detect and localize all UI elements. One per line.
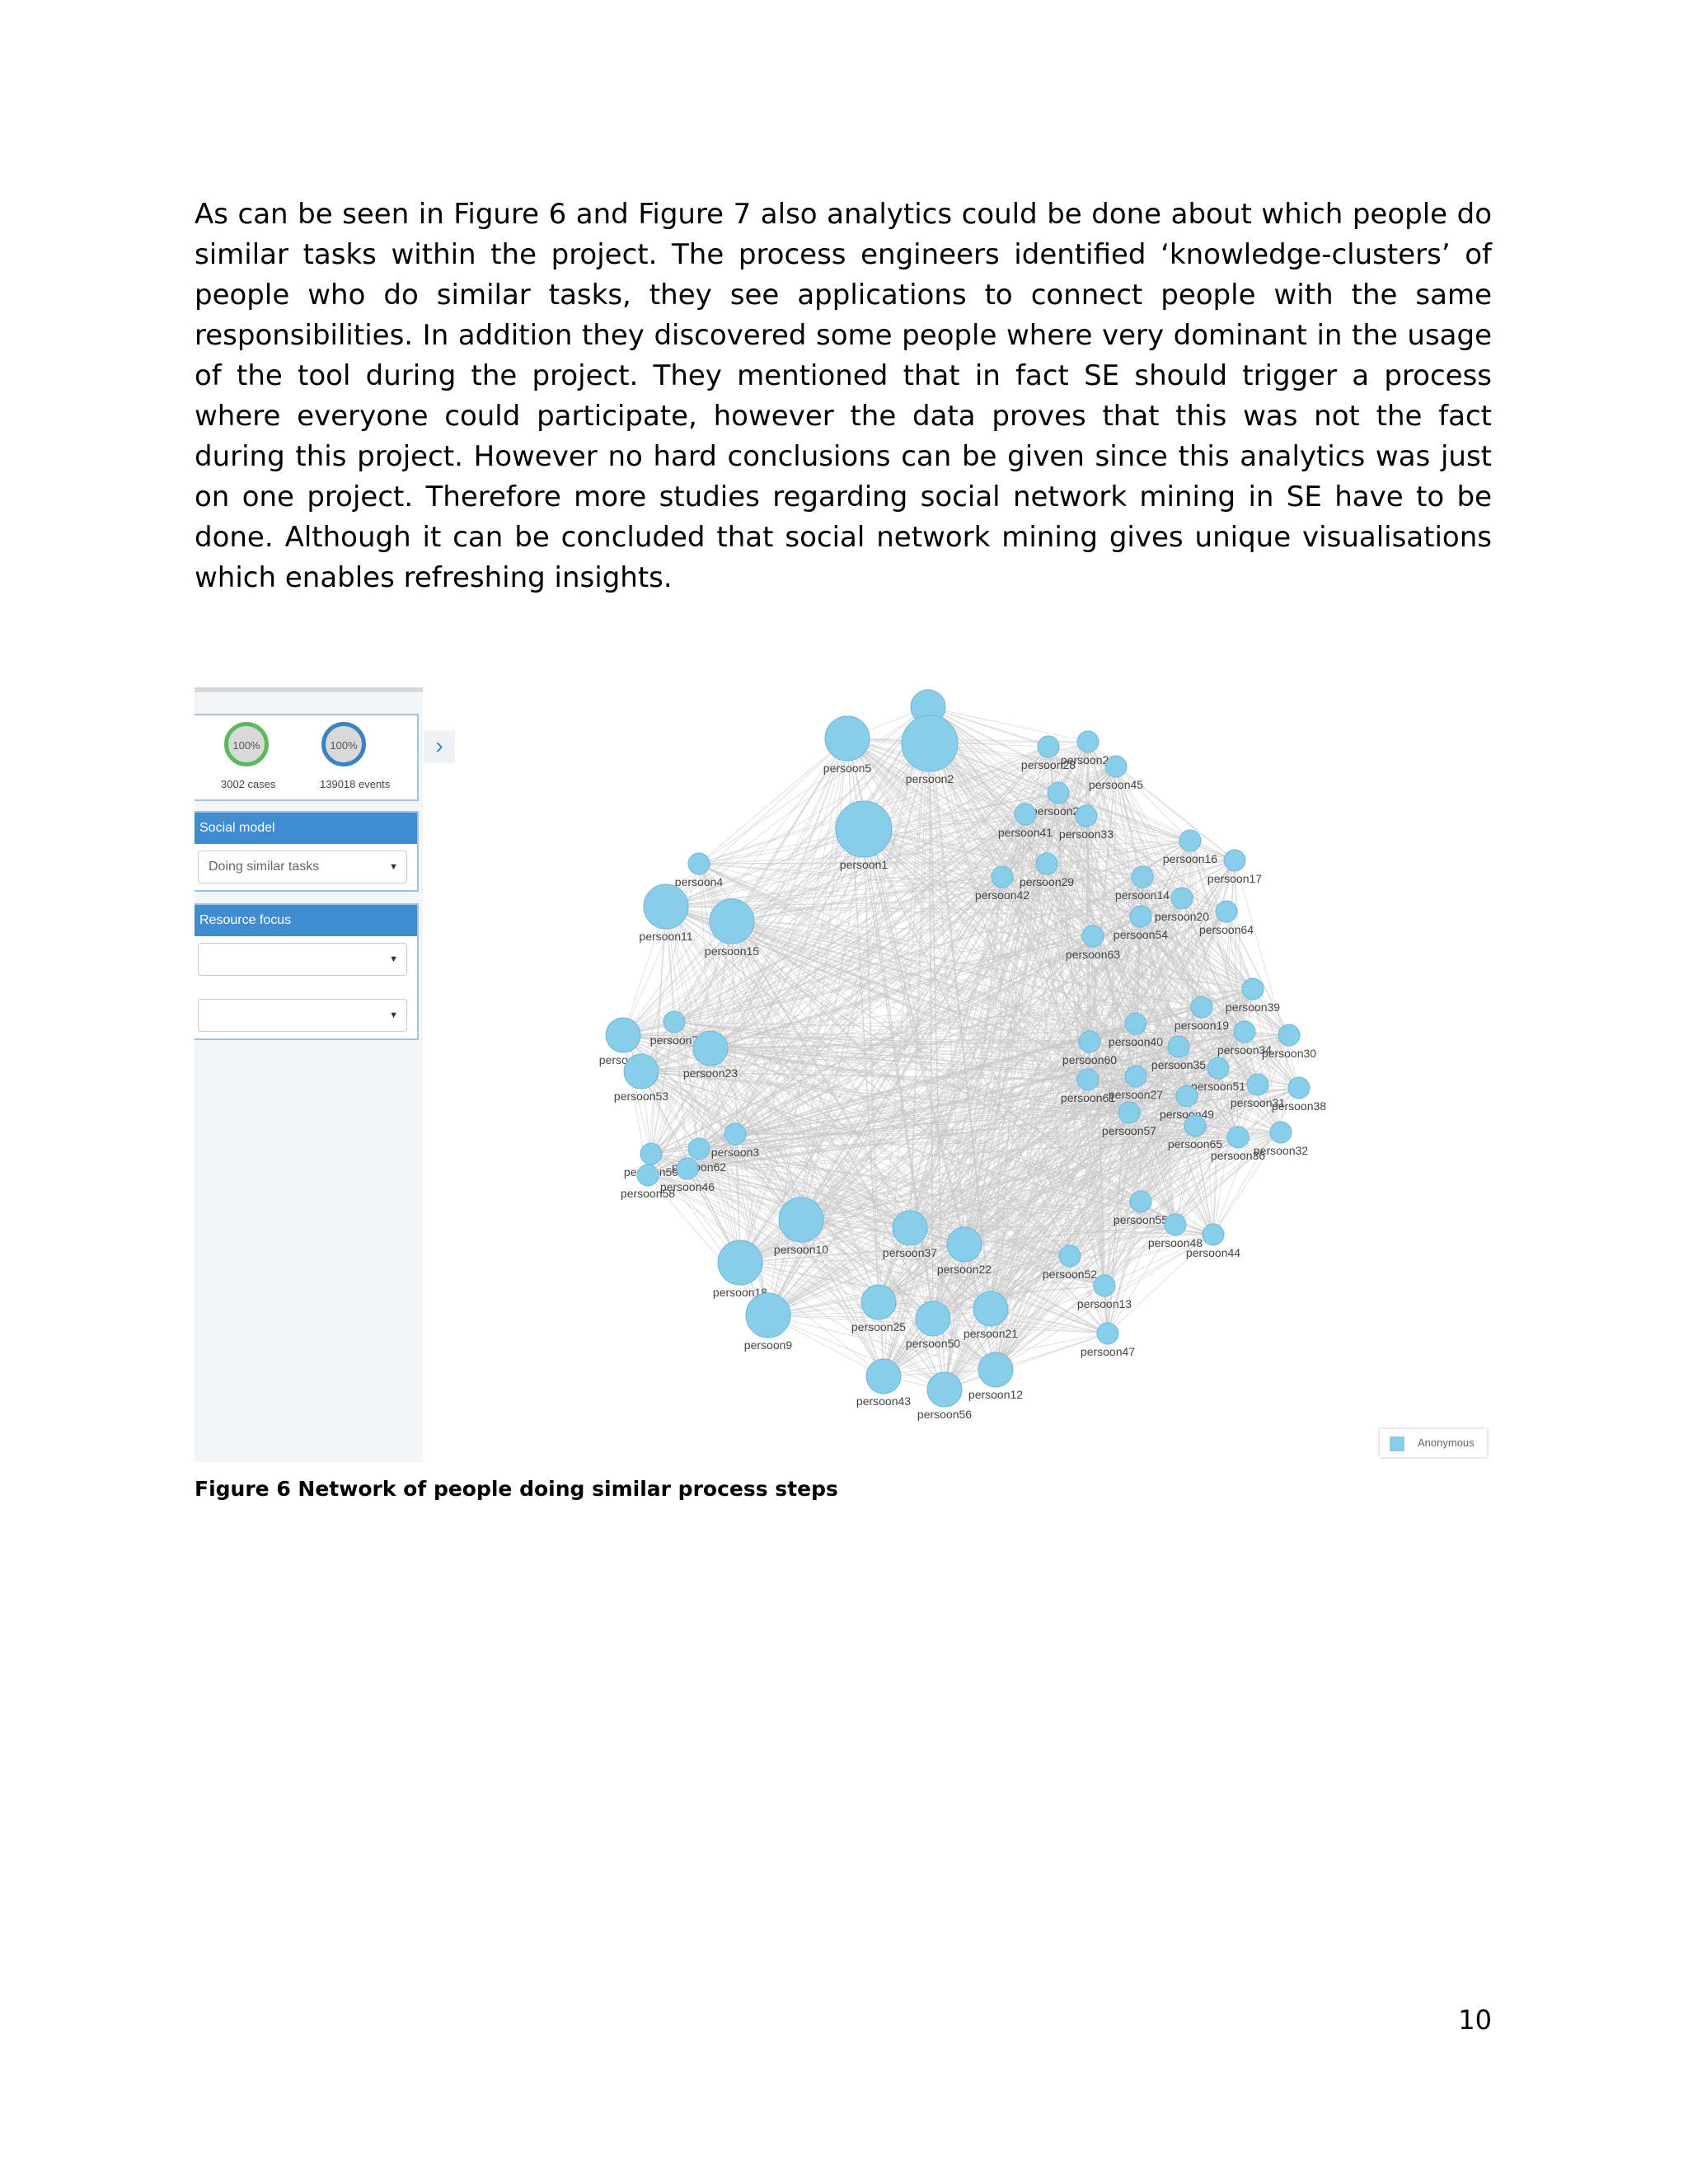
graph-node-label: persoon13 — [1076, 1297, 1132, 1310]
graph-node-persoon53[interactable] — [624, 1054, 659, 1089]
graph-node-label: persoon20 — [1154, 910, 1210, 923]
graph-node-persoon21[interactable] — [973, 1291, 1008, 1326]
graph-node-persoon28[interactable] — [1038, 736, 1059, 757]
graph-node-label: persoon45 — [1088, 778, 1144, 791]
graph-node-persoon29[interactable] — [1036, 853, 1057, 874]
graph-node-persoon64[interactable] — [1216, 901, 1237, 922]
caret-down-icon: ▼ — [389, 1010, 398, 1020]
graph-node-persoon43[interactable] — [866, 1359, 901, 1394]
graph-node-label: persoon46 — [659, 1180, 715, 1193]
graph-node-label: persoon42 — [974, 888, 1030, 902]
graph-node-label: persoon62 — [671, 1160, 727, 1174]
graph-node-label: persoon38 — [1271, 1099, 1327, 1113]
graph-node-label: persoon58 — [620, 1187, 676, 1200]
graph-node-label: persoon34 — [1217, 1043, 1273, 1057]
graph-node-persoon35[interactable] — [1168, 1036, 1189, 1057]
graph-node-persoon15[interactable] — [710, 899, 754, 944]
legend-swatch — [1390, 1436, 1404, 1451]
graph-node-persoon65[interactable] — [1184, 1115, 1206, 1137]
graph-node-persoon9[interactable] — [746, 1293, 790, 1338]
graph-node-persoon26[interactable] — [1077, 731, 1099, 752]
graph-node-label: persoon11 — [639, 930, 693, 943]
graph-node-persoon62[interactable] — [688, 1138, 710, 1160]
graph-node-persoon12[interactable] — [978, 1352, 1013, 1387]
graph-node-label: persoon7 — [649, 1033, 699, 1047]
graph-node-persoon18[interactable] — [718, 1240, 762, 1285]
graph-node-persoon45[interactable] — [1105, 756, 1127, 777]
graph-node-persoon38[interactable] — [1288, 1077, 1310, 1099]
graph-node-persoon40[interactable] — [1125, 1013, 1146, 1034]
graph-node-label: persoon2 — [905, 772, 954, 785]
graph-node-persoon49[interactable] — [1176, 1085, 1198, 1107]
graph-node-label: persoon41 — [997, 826, 1053, 839]
graph-node-label: persoon54 — [1113, 928, 1169, 941]
graph-node-label: persoon64 — [1198, 923, 1254, 936]
graph-node-label: persoon10 — [773, 1243, 829, 1256]
graph-node-persoon20[interactable] — [1171, 888, 1193, 909]
social-model-value: Doing similar tasks — [209, 860, 320, 874]
figure-caption: Figure 6 Network of people doing similar process steps — [195, 1477, 838, 1501]
graph-node-label: persoon3 — [710, 1146, 760, 1159]
social-network-graph — [195, 687, 1492, 1462]
graph-node-persoon32[interactable] — [1270, 1122, 1292, 1143]
graph-node-persoon37[interactable] — [893, 1211, 927, 1245]
graph-node-label: persoon63 — [1065, 948, 1121, 961]
graph-node-label: persoon21 — [963, 1327, 1019, 1340]
graph-node-label: persoon25 — [851, 1320, 907, 1333]
graph-node-persoon51[interactable] — [1207, 1057, 1229, 1079]
graph-node-persoon50[interactable] — [916, 1301, 950, 1336]
graph-node-label: persoon60 — [1062, 1053, 1118, 1066]
graph-nodes — [599, 690, 1326, 1421]
figure-6 — [195, 687, 1492, 1462]
legend — [1380, 1429, 1487, 1457]
graph-node-persoon56[interactable] — [927, 1372, 962, 1407]
graph-node-persoon33[interactable] — [1076, 805, 1097, 827]
graph-node-persoon42[interactable] — [992, 866, 1013, 888]
graph-node-persoon46[interactable] — [677, 1158, 698, 1179]
graph-node-persoon1[interactable] — [836, 801, 892, 857]
graph-node-persoon23[interactable] — [693, 1031, 728, 1066]
graph-node-label: persoon15 — [704, 944, 760, 958]
graph-node-label: persoon57 — [1101, 1124, 1157, 1137]
graph-node-label: persoon22 — [936, 1263, 992, 1276]
graph-node-label: persoon12 — [968, 1388, 1024, 1401]
graph-node-persoon11[interactable] — [644, 884, 688, 929]
graph-node-label: persoon61 — [1060, 1091, 1116, 1104]
graph-node-label: persoon17 — [1207, 872, 1263, 885]
graph-node-persoon63[interactable] — [1082, 926, 1104, 947]
graph-node-label: persoon8 — [598, 1053, 648, 1066]
caret-down-icon: ▼ — [389, 954, 398, 964]
chevron-right-icon: › — [435, 733, 443, 758]
graph-node-label: persoon23 — [682, 1066, 738, 1080]
graph-node-persoon55[interactable] — [1130, 1191, 1151, 1212]
graph-node-label: persoon53 — [613, 1090, 669, 1103]
graph-node-label: persoon65 — [1167, 1137, 1223, 1151]
graph-node-label: persoon50 — [905, 1337, 961, 1350]
graph-node-persoon30[interactable] — [1278, 1024, 1300, 1046]
graph-node-persoon25[interactable] — [861, 1285, 896, 1319]
events-label: 139018 events — [320, 778, 391, 790]
graph-node-label: persoon33 — [1058, 827, 1114, 841]
graph-node-label: persoon44 — [1185, 1246, 1241, 1259]
caret-down-icon: ▼ — [389, 862, 398, 872]
graph-node-persoon34[interactable] — [1234, 1021, 1255, 1043]
graph-node-label: persoon49 — [1159, 1108, 1215, 1121]
graph-node-persoon7[interactable] — [663, 1011, 685, 1033]
graph-node-label: persoon35 — [1151, 1058, 1207, 1071]
cases-ring: 100% — [224, 722, 269, 766]
graph-node-label: persoon19 — [1174, 1019, 1230, 1032]
graph-node-persoon39[interactable] — [1242, 978, 1264, 1000]
graph-node-label: persoon52 — [1042, 1268, 1098, 1281]
graph-node-label: persoon47 — [1080, 1345, 1136, 1358]
graph-node-persoon57[interactable] — [1118, 1102, 1140, 1123]
graph-node-label: persoon1 — [839, 858, 889, 871]
graph-node-label: persoon4 — [674, 875, 724, 888]
graph-node-persoon24[interactable] — [1048, 782, 1069, 804]
graph-node-persoon4[interactable] — [688, 853, 710, 874]
social-model-header: Social model — [195, 813, 417, 844]
graph-node-persoon10[interactable] — [779, 1197, 823, 1242]
graph-node-label: persoon32 — [1253, 1144, 1309, 1157]
graph-node-persoon16[interactable] — [1179, 830, 1201, 851]
graph-node-label: persoon56 — [917, 1408, 973, 1421]
graph-node-label: persoon37 — [882, 1246, 938, 1259]
graph-node-label: persoon51 — [1190, 1080, 1246, 1093]
graph-node-label: persoon18 — [712, 1286, 768, 1299]
graph-node-persoon5[interactable] — [825, 716, 870, 761]
resource-focus-header: Resource focus — [195, 905, 417, 936]
graph-node-persoon14[interactable] — [1132, 866, 1153, 888]
graph-node-label: persoon26 — [1060, 753, 1116, 766]
page-number: 10 — [1458, 2004, 1492, 2036]
graph-node-persoon13[interactable] — [1094, 1275, 1115, 1296]
graph-node-label: persoon28 — [1020, 758, 1076, 771]
graph-node-label: persoon48 — [1147, 1236, 1203, 1249]
graph-node-persoon2[interactable] — [902, 715, 958, 771]
graph-node-persoon48[interactable] — [1165, 1214, 1186, 1235]
graph-node-label: persoon30 — [1261, 1047, 1317, 1060]
graph-node-persoon27[interactable] — [1125, 1066, 1146, 1087]
graph-node-label: persoon55 — [1113, 1213, 1169, 1226]
legend-label: Anonymous — [1418, 1436, 1475, 1449]
graph-node-persoon44[interactable] — [1203, 1224, 1224, 1245]
graph-node-persoon60[interactable] — [1079, 1031, 1100, 1052]
graph-node-persoon22[interactable] — [947, 1227, 982, 1262]
graph-node-persoon17[interactable] — [1224, 850, 1245, 871]
graph-node-persoon36[interactable] — [1227, 1127, 1249, 1148]
graph-node-persoon8[interactable] — [606, 1018, 640, 1052]
graph-node-label: persoon39 — [1225, 1001, 1281, 1014]
graph-node-persoon19[interactable] — [1191, 996, 1212, 1018]
graph-node-label: persoon24 — [1030, 804, 1086, 818]
graph-node-label: persoon27 — [1108, 1088, 1164, 1101]
graph-node-label: persoon40 — [1108, 1035, 1164, 1048]
graph-node-label: persoon36 — [1210, 1149, 1266, 1162]
graph-node-persoon31[interactable] — [1247, 1074, 1268, 1095]
graph-node-persoon52[interactable] — [1059, 1245, 1081, 1267]
graph-node-label: persoon14 — [1114, 888, 1170, 902]
cases-label: 3002 cases — [221, 778, 276, 790]
events-ring: 100% — [321, 722, 366, 766]
graph-node-persoon61[interactable] — [1077, 1069, 1099, 1090]
graph-node-persoon3[interactable] — [724, 1123, 746, 1145]
graph-node-label: persoon16 — [1162, 852, 1218, 865]
body-paragraph: As can be seen in Figure 6 and Figure 7 also analytics could be done about which people do similar tasks within the project. The process engineers identified ‘knowledge-clusters’ of people who do similar tasks, they see applications to connect people with the same responsibilities. In addition they discovered some people where very dominant in the usage of the tool during the project. They mentioned that in fact SE should trigger a process where everyone could participate, however the data proves that this was not the fact during this project. However no hard conclusions can be given since this analytics was just on one project. Therefore more studies regarding social network mining in SE have to be done. Although it can be concluded that social network mining gives unique visualisations which enables refreshing insights. — [195, 198, 1492, 594]
graph-node-persoon58[interactable] — [637, 1165, 659, 1186]
graph-node-label: persoon31 — [1230, 1096, 1286, 1109]
graph-node-persoon59[interactable] — [640, 1143, 662, 1165]
graph-node-persoon41[interactable] — [1015, 804, 1036, 825]
graph-node-label: persoon43 — [856, 1394, 912, 1408]
graph-node-label: persoon9 — [743, 1338, 793, 1352]
graph-node-persoon47[interactable] — [1097, 1323, 1118, 1344]
graph-node-label: persoon5 — [823, 762, 872, 775]
graph-node-label: persoon29 — [1019, 875, 1075, 888]
graph-node-persoon54[interactable] — [1130, 906, 1151, 927]
